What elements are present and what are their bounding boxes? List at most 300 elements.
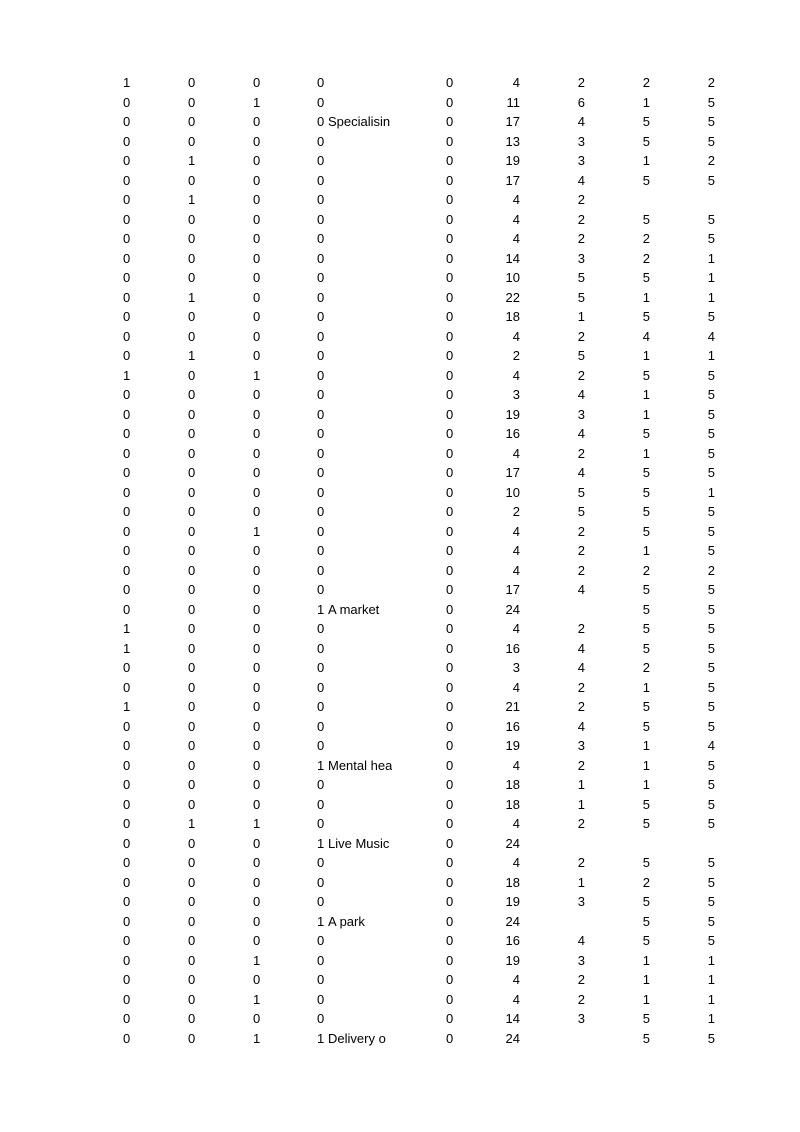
- table-cell: 3: [577, 1011, 585, 1026]
- table-row: [0, 600, 800, 620]
- table-cell: 0: [446, 562, 454, 578]
- table-cell: 0: [317, 621, 325, 636]
- table-cell: 1: [577, 796, 585, 812]
- table-cell: 4: [512, 523, 520, 539]
- table-cell: 5: [707, 465, 715, 480]
- table-row: [0, 73, 800, 93]
- table-cell: 0: [253, 1011, 261, 1026]
- table-cell: 5: [642, 465, 650, 480]
- table-cell: 5: [707, 523, 715, 539]
- table-cell: 0: [446, 952, 454, 968]
- table-cell: 5: [707, 445, 715, 461]
- table-cell: 5: [642, 699, 650, 714]
- table-cell: 2: [577, 757, 585, 773]
- table-cell: 17: [505, 172, 520, 188]
- table-row: [0, 385, 800, 405]
- table-cell: 13: [505, 133, 520, 149]
- table-cell: 5: [707, 816, 715, 831]
- table-cell: 2: [577, 972, 585, 987]
- table-cell: 0: [446, 387, 454, 402]
- table-row: [0, 619, 800, 639]
- table-cell: 0: [446, 621, 454, 636]
- table-cell: 1: [642, 94, 650, 110]
- table-cell: 0: [253, 738, 261, 753]
- table-cell: 0: [446, 894, 454, 909]
- table-cell: 0: [446, 250, 454, 266]
- table-cell: 1: [707, 250, 715, 266]
- table-cell: 0: [188, 231, 196, 246]
- table-cell: 0: [446, 211, 454, 227]
- table-cell: 4: [512, 679, 520, 695]
- table-row: [0, 697, 800, 717]
- table-cell: 0: [253, 172, 261, 188]
- table-cell: 0: [446, 816, 454, 831]
- table-cell: 0: [123, 211, 131, 227]
- table-row: [0, 405, 800, 425]
- table-cell: 1: [707, 991, 715, 1007]
- table-cell: 4: [512, 211, 520, 227]
- table-cell: 19: [505, 406, 520, 422]
- table-cell: 4: [577, 582, 585, 597]
- table-cell: 0: [317, 328, 325, 344]
- table-cell: 5: [707, 387, 715, 402]
- table-cell: 0: [446, 309, 454, 324]
- table-cell: 1: [707, 1011, 715, 1026]
- table-cell: 1: [642, 153, 650, 168]
- table-row: [0, 190, 800, 210]
- table-cell: 0: [123, 348, 131, 363]
- table-cell: 18: [505, 874, 520, 890]
- table-cell: 0: [446, 289, 454, 305]
- table-cell: 0: [317, 718, 325, 734]
- table-cell: 0: [446, 426, 454, 441]
- table-cell: 0: [253, 270, 261, 285]
- table-cell: 0: [123, 114, 131, 129]
- table-cell: 0: [123, 952, 131, 968]
- table-cell: 5: [707, 874, 715, 890]
- table-cell: 4: [577, 114, 585, 129]
- table-cell: 1: [253, 94, 261, 110]
- table-cell: 0: [317, 387, 325, 402]
- table-cell: 19: [505, 952, 520, 968]
- table-cell: 5: [707, 621, 715, 636]
- table-cell: A market: [328, 601, 380, 617]
- table-cell: 2: [642, 231, 650, 246]
- table-cell: 0: [123, 406, 131, 422]
- table-cell: 0: [188, 952, 196, 968]
- table-cell: 1: [642, 387, 650, 402]
- table-cell: 5: [707, 855, 715, 870]
- table-cell: 0: [317, 172, 325, 188]
- table-cell: 5: [707, 309, 715, 324]
- table-cell: 1: [642, 757, 650, 773]
- table-row: [0, 795, 800, 815]
- table-cell: 0: [253, 835, 261, 851]
- table-cell: 0: [317, 309, 325, 324]
- table-cell: 0: [188, 309, 196, 324]
- table-row: [0, 210, 800, 230]
- table-row: [0, 346, 800, 366]
- table-cell: 0: [188, 484, 196, 500]
- table-row: [0, 658, 800, 678]
- table-cell: 3: [577, 738, 585, 753]
- table-cell: 5: [642, 1030, 650, 1046]
- table-cell: 0: [188, 367, 196, 383]
- table-cell: 0: [188, 387, 196, 402]
- table-cell: 0: [123, 94, 131, 110]
- table-cell: 0: [188, 211, 196, 227]
- table-cell: 3: [512, 387, 520, 402]
- table-cell: 2: [577, 543, 585, 558]
- table-cell: 1: [317, 835, 325, 851]
- table-cell: 4: [512, 445, 520, 461]
- table-cell: 4: [577, 933, 585, 948]
- table-cell: 0: [446, 465, 454, 480]
- table-cell: 0: [317, 289, 325, 305]
- table-cell: 2: [577, 991, 585, 1007]
- table-cell: 0: [253, 192, 261, 207]
- table-cell: 19: [505, 153, 520, 168]
- table-cell: 22: [505, 289, 520, 305]
- table-cell: 0: [253, 972, 261, 987]
- table-row: [0, 990, 800, 1010]
- table-cell: 24: [505, 1030, 520, 1046]
- table-cell: 0: [253, 250, 261, 266]
- table-cell: 2: [642, 660, 650, 675]
- table-cell: 2: [707, 75, 715, 90]
- table-cell: 0: [253, 426, 261, 441]
- table-cell: 0: [123, 972, 131, 987]
- table-cell: 4: [707, 738, 715, 753]
- table-cell: 0: [317, 699, 325, 714]
- table-cell: 1: [188, 289, 196, 305]
- table-cell: 0: [446, 835, 454, 851]
- table-cell: 0: [123, 133, 131, 149]
- table-cell: 0: [446, 1030, 454, 1046]
- table-cell: 0: [188, 270, 196, 285]
- table-cell: 0: [123, 991, 131, 1007]
- table-cell: 0: [253, 289, 261, 305]
- table-cell: 0: [123, 270, 131, 285]
- table-cell: 0: [123, 757, 131, 773]
- table-cell: 0: [317, 465, 325, 480]
- table-cell: 3: [512, 660, 520, 675]
- table-cell: 1: [707, 952, 715, 968]
- table-cell: 5: [642, 114, 650, 129]
- table-cell: 0: [253, 75, 261, 90]
- table-cell: 0: [446, 855, 454, 870]
- table-cell: 0: [317, 75, 325, 90]
- table-row: [0, 834, 800, 854]
- table-row: [0, 522, 800, 542]
- table-cell: 0: [446, 270, 454, 285]
- table-cell: 5: [707, 231, 715, 246]
- table-row: [0, 463, 800, 483]
- table-cell: 0: [253, 601, 261, 617]
- table-cell: 0: [253, 406, 261, 422]
- table-cell: 0: [253, 621, 261, 636]
- table-row: [0, 639, 800, 659]
- table-cell: 0: [253, 913, 261, 929]
- table-cell: 0: [317, 348, 325, 363]
- table-cell: 2: [512, 504, 520, 519]
- table-cell: 4: [577, 640, 585, 656]
- table-cell: 0: [253, 348, 261, 363]
- table-cell: 2: [642, 75, 650, 90]
- table-cell: 0: [446, 679, 454, 695]
- table-cell: 19: [505, 738, 520, 753]
- table-cell: 0: [317, 679, 325, 695]
- table-cell: 5: [707, 211, 715, 227]
- table-cell: 0: [446, 523, 454, 539]
- table-cell: 0: [123, 543, 131, 558]
- table-cell: 0: [317, 582, 325, 597]
- table-cell: 4: [512, 543, 520, 558]
- table-cell: 24: [505, 835, 520, 851]
- table-cell: 0: [317, 270, 325, 285]
- table-cell: 0: [317, 484, 325, 500]
- table-cell: 1: [642, 445, 650, 461]
- table-cell: 0: [188, 796, 196, 812]
- table-cell: 0: [123, 445, 131, 461]
- table-cell: 5: [707, 582, 715, 597]
- table-row: [0, 873, 800, 893]
- table-cell: 0: [188, 562, 196, 578]
- table-cell: 1: [253, 991, 261, 1007]
- table-cell: 0: [123, 660, 131, 675]
- table-cell: 5: [577, 504, 585, 519]
- table-row: [0, 171, 800, 191]
- table-cell: 2: [577, 523, 585, 539]
- table-cell: 0: [446, 796, 454, 812]
- table-cell: 24: [505, 601, 520, 617]
- table-cell: 5: [642, 523, 650, 539]
- table-cell: 5: [707, 757, 715, 773]
- table-cell: 17: [505, 582, 520, 597]
- table-cell: 0: [253, 465, 261, 480]
- table-cell: 5: [707, 679, 715, 695]
- table-cell: 6: [577, 94, 585, 110]
- table-cell: 0: [317, 738, 325, 753]
- table-cell: 0: [446, 75, 454, 90]
- table-cell: 17: [505, 114, 520, 129]
- table-cell: 4: [577, 172, 585, 188]
- table-cell: 0: [123, 913, 131, 929]
- table-cell: 0: [446, 484, 454, 500]
- table-cell: 0: [317, 367, 325, 383]
- table-cell: 0: [317, 855, 325, 870]
- table-cell: 4: [577, 426, 585, 441]
- table-cell: 5: [642, 582, 650, 597]
- table-cell: 4: [512, 816, 520, 831]
- table-cell: 0: [253, 679, 261, 695]
- table-row: [0, 112, 800, 132]
- table-row: [0, 561, 800, 581]
- table-cell: 4: [512, 991, 520, 1007]
- table-cell: 2: [577, 367, 585, 383]
- table-cell: 0: [253, 114, 261, 129]
- table-cell: 0: [317, 894, 325, 909]
- table-row: [0, 678, 800, 698]
- table-row: [0, 502, 800, 522]
- table-cell: 2: [577, 699, 585, 714]
- table-cell: 0: [253, 231, 261, 246]
- table-cell: 5: [642, 913, 650, 929]
- table-cell: 5: [642, 504, 650, 519]
- table-cell: 0: [253, 640, 261, 656]
- table-cell: Mental hea: [328, 757, 392, 773]
- table-cell: 4: [512, 562, 520, 578]
- table-cell: 2: [577, 816, 585, 831]
- table-cell: 0: [188, 172, 196, 188]
- table-row: [0, 775, 800, 795]
- table-cell: 5: [642, 172, 650, 188]
- table-cell: Delivery o: [328, 1030, 386, 1046]
- table-cell: 0: [446, 1011, 454, 1026]
- table-cell: 0: [188, 933, 196, 948]
- table-cell: 5: [642, 309, 650, 324]
- table-cell: 0: [317, 991, 325, 1007]
- table-cell: 4: [512, 855, 520, 870]
- table-cell: 0: [446, 445, 454, 461]
- table-cell: 0: [446, 738, 454, 753]
- table-cell: 18: [505, 309, 520, 324]
- table-cell: 0: [446, 777, 454, 792]
- table-row: [0, 268, 800, 288]
- table-cell: 2: [577, 855, 585, 870]
- table-cell: Specialisin: [328, 114, 391, 129]
- table-cell: 1: [123, 367, 131, 383]
- table-cell: 5: [707, 660, 715, 675]
- table-cell: 5: [577, 270, 585, 285]
- table-cell: 2: [577, 192, 585, 207]
- table-cell: 0: [253, 328, 261, 344]
- table-row: [0, 366, 800, 386]
- table-cell: 0: [253, 757, 261, 773]
- table-cell: 0: [446, 114, 454, 129]
- table-cell: 5: [707, 133, 715, 149]
- table-cell: 2: [577, 562, 585, 578]
- table-cell: 10: [505, 270, 520, 285]
- table-cell: 0: [253, 133, 261, 149]
- table-cell: 0: [446, 601, 454, 617]
- table-cell: 0: [253, 387, 261, 402]
- table-cell: 5: [642, 211, 650, 227]
- table-cell: 2: [577, 679, 585, 695]
- table-cell: 0: [188, 328, 196, 344]
- table-cell: 0: [123, 523, 131, 539]
- table-cell: 0: [123, 231, 131, 246]
- table-cell: 5: [642, 816, 650, 831]
- table-cell: 0: [123, 835, 131, 851]
- table-cell: 0: [123, 387, 131, 402]
- table-cell: 5: [707, 1030, 715, 1046]
- table-cell: 0: [188, 406, 196, 422]
- table-cell: 0: [317, 777, 325, 792]
- table-cell: 0: [446, 757, 454, 773]
- table-cell: 5: [707, 796, 715, 812]
- table-cell: 0: [446, 582, 454, 597]
- table-cell: 0: [123, 933, 131, 948]
- table-cell: 1: [707, 484, 715, 500]
- table-cell: 19: [505, 894, 520, 909]
- table-row: [0, 970, 800, 990]
- table-cell: 5: [642, 484, 650, 500]
- table-cell: 0: [123, 426, 131, 441]
- table-cell: 0: [123, 192, 131, 207]
- table-cell: 21: [505, 699, 520, 714]
- table-cell: 0: [446, 543, 454, 558]
- table-cell: 17: [505, 465, 520, 480]
- table-cell: 0: [446, 504, 454, 519]
- table-cell: 5: [577, 348, 585, 363]
- table-cell: 2: [707, 153, 715, 168]
- table-cell: 0: [253, 796, 261, 812]
- table-cell: 0: [123, 504, 131, 519]
- table-row: [0, 327, 800, 347]
- table-cell: 3: [577, 952, 585, 968]
- table-cell: 0: [188, 835, 196, 851]
- table-cell: 0: [253, 582, 261, 597]
- table-cell: 0: [188, 133, 196, 149]
- table-cell: 2: [512, 348, 520, 363]
- spreadsheet-grid: [0, 73, 800, 1048]
- table-cell: 0: [317, 192, 325, 207]
- table-cell: 0: [253, 543, 261, 558]
- table-cell: 1: [123, 75, 131, 90]
- table-cell: 5: [707, 94, 715, 110]
- table-cell: 0: [253, 777, 261, 792]
- table-row: [0, 483, 800, 503]
- table-row: [0, 1029, 800, 1049]
- table-cell: 0: [123, 289, 131, 305]
- table-cell: 0: [188, 114, 196, 129]
- table-row: [0, 93, 800, 113]
- table-cell: 0: [446, 972, 454, 987]
- table-cell: 2: [577, 231, 585, 246]
- table-cell: 0: [317, 211, 325, 227]
- table-row: [0, 756, 800, 776]
- table-cell: 0: [253, 894, 261, 909]
- table-row: [0, 736, 800, 756]
- table-cell: 1: [123, 699, 131, 714]
- table-cell: 0: [188, 757, 196, 773]
- table-cell: 5: [707, 114, 715, 129]
- table-cell: 0: [317, 504, 325, 519]
- table-cell: 5: [642, 601, 650, 617]
- table-cell: 0: [123, 894, 131, 909]
- table-cell: 0: [446, 367, 454, 383]
- table-cell: 0: [253, 718, 261, 734]
- table-cell: 5: [642, 367, 650, 383]
- table-cell: 0: [446, 406, 454, 422]
- table-cell: 0: [317, 1011, 325, 1026]
- table-cell: 1: [317, 1030, 325, 1046]
- table-cell: 4: [577, 465, 585, 480]
- table-cell: 0: [188, 679, 196, 695]
- table-cell: 0: [317, 114, 325, 129]
- table-cell: 1: [253, 952, 261, 968]
- table-cell: 4: [512, 972, 520, 987]
- table-row: [0, 541, 800, 561]
- table-cell: 0: [123, 874, 131, 890]
- table-cell: 0: [253, 211, 261, 227]
- table-row: [0, 892, 800, 912]
- table-cell: 0: [188, 621, 196, 636]
- table-row: [0, 132, 800, 152]
- table-cell: 1: [707, 270, 715, 285]
- table-cell: 1: [642, 738, 650, 753]
